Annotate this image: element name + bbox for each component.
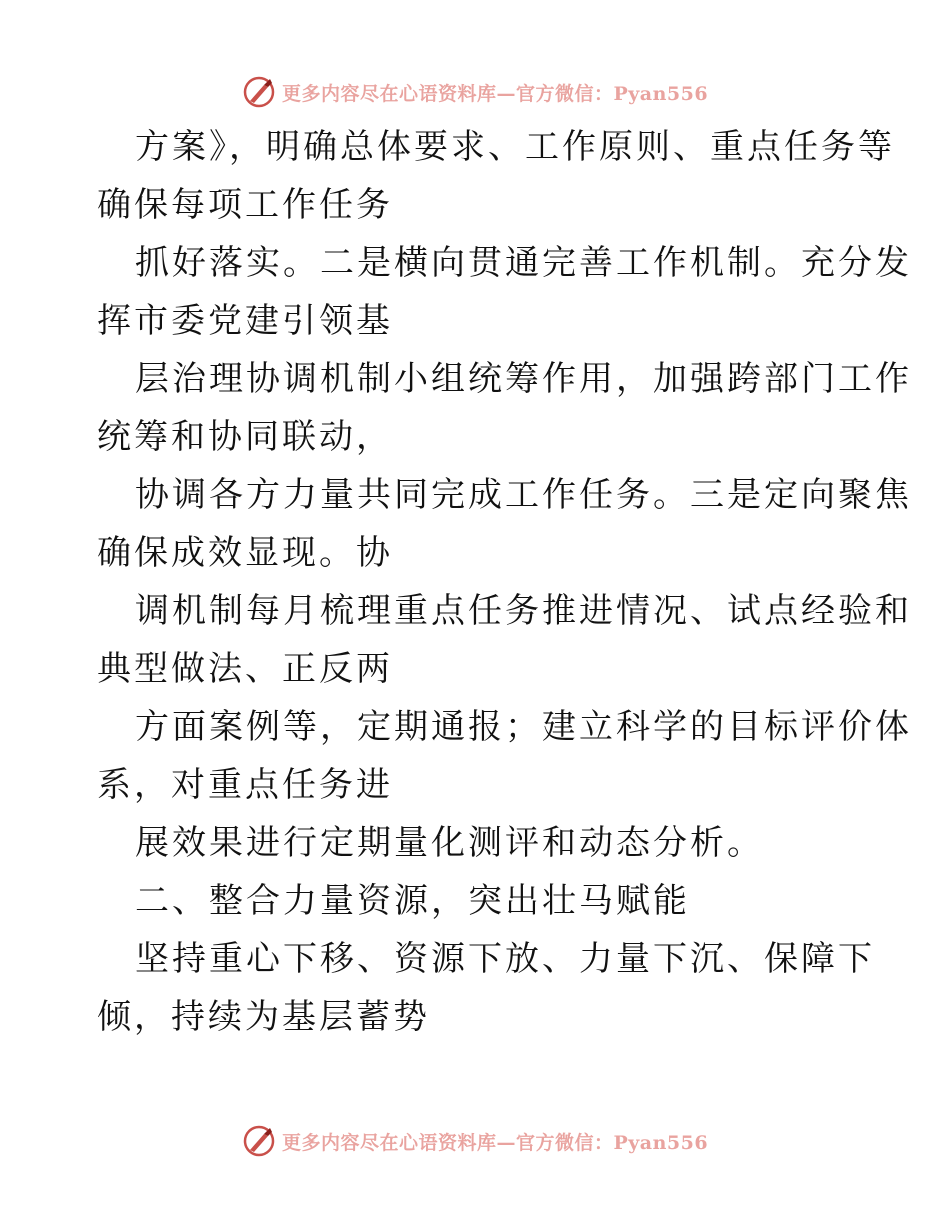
body-line-2: 确保每项工作任务 bbox=[97, 185, 393, 225]
body-line-15: 坚持重心下移、资源下放、力量下沉、保障下 bbox=[135, 939, 875, 979]
body-line-7: 协调各方力量共同完成工作任务。三是定向聚焦 bbox=[135, 475, 912, 515]
body-line-6: 统筹和协同联动， bbox=[97, 417, 393, 457]
section-heading: 二、整合力量资源，突出壮马赋能 bbox=[135, 881, 690, 921]
body-line-13: 展效果进行定期量化测评和动态分析。 bbox=[135, 823, 764, 863]
body-line-16: 倾，持续为基层蓄势 bbox=[97, 997, 430, 1037]
body-line-3: 抓好落实。二是横向贯通完善工作机制。充分发 bbox=[135, 243, 912, 283]
body-line-11: 方面案例等，定期通报；建立科学的目标评价体 bbox=[135, 707, 912, 747]
body-line-8: 确保成效显现。协 bbox=[97, 533, 393, 573]
watermark-text: 更多内容尽在心语资料库—官方微信：Pyan556 bbox=[281, 1131, 709, 1154]
header-watermark bbox=[0, 72, 950, 112]
body-line-1: 方案》，明确总体要求、工作原则、重点任务等 bbox=[135, 127, 895, 167]
body-line-5: 层治理协调机制小组统筹作用，加强跨部门工作 bbox=[135, 359, 912, 399]
body-line-9: 调机制每月梳理重点任务推进情况、试点经验和 bbox=[135, 591, 912, 631]
quill-logo-icon bbox=[242, 1124, 276, 1158]
body-line-4: 挥市委党建引领基 bbox=[97, 301, 393, 341]
body-line-12: 系，对重点任务进 bbox=[97, 765, 393, 805]
quill-logo-icon bbox=[242, 75, 276, 109]
body-line-10: 典型做法、正反两 bbox=[97, 649, 393, 689]
document-body bbox=[97, 118, 912, 1046]
watermark-text: 更多内容尽在心语资料库—官方微信：Pyan556 bbox=[281, 82, 709, 105]
footer-watermark bbox=[0, 1121, 950, 1161]
